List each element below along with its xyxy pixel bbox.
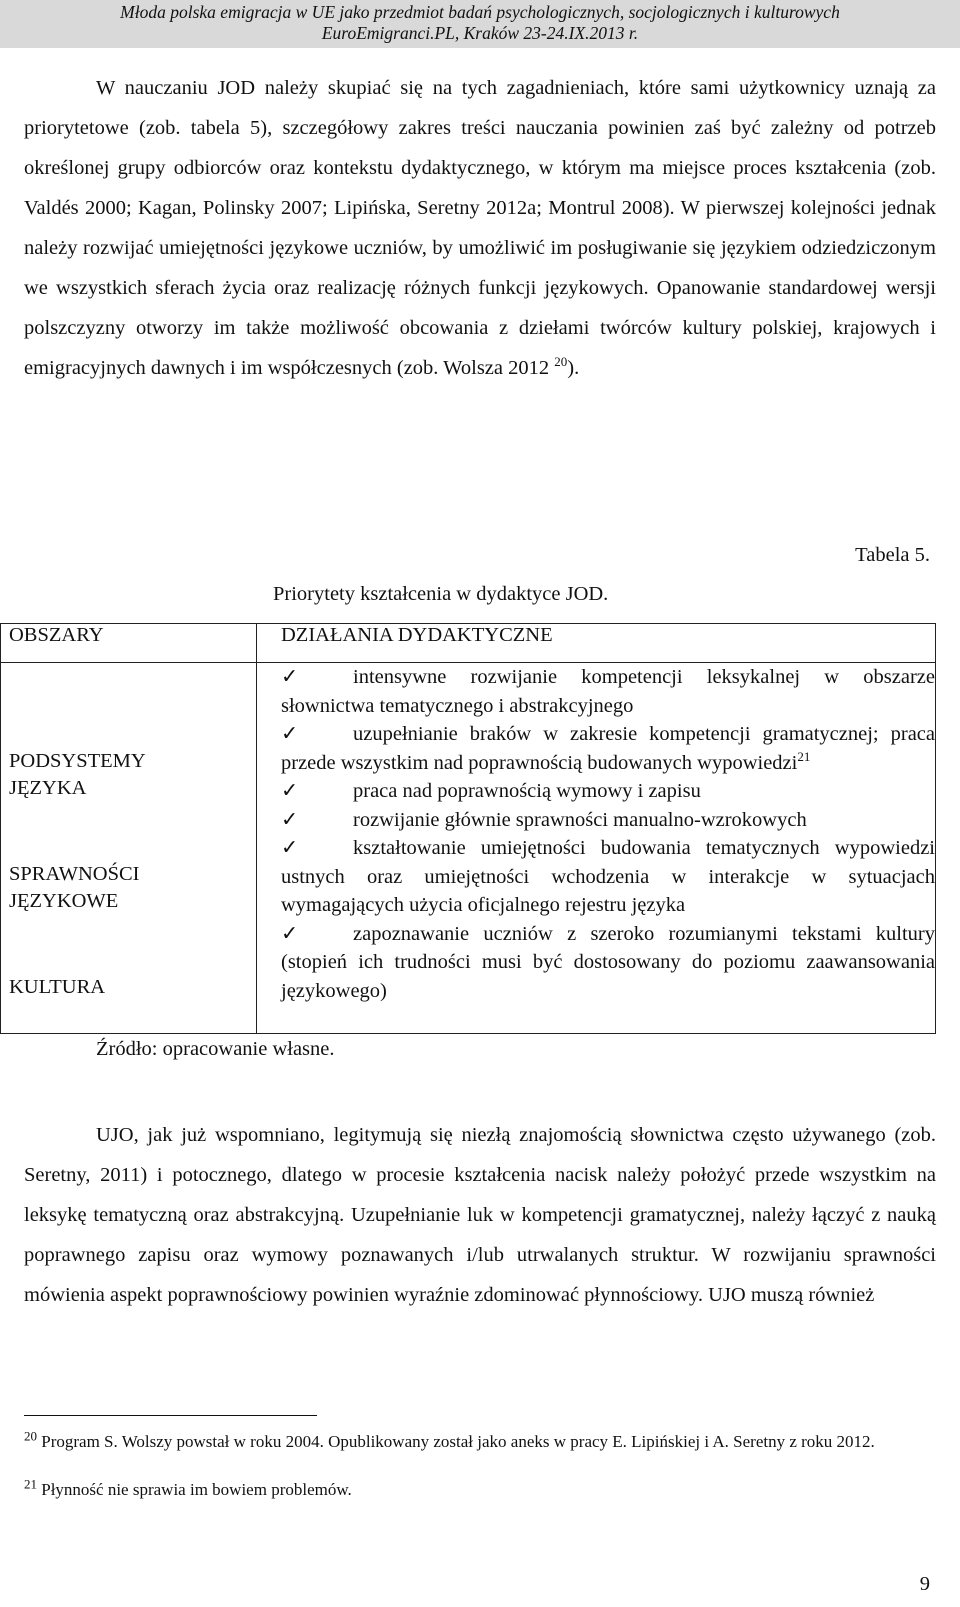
page-number: 9	[919, 1573, 930, 1595]
action-item	[281, 834, 935, 920]
checkmark-icon: ✓	[281, 922, 299, 945]
action-item	[281, 777, 935, 806]
action-text: praca nad poprawnością wymowy i zapisu	[353, 780, 701, 802]
paragraph-1	[24, 68, 936, 388]
footnote-20	[24, 1430, 924, 1454]
checkmark-icon: ✓	[281, 780, 299, 802]
action-item	[281, 806, 935, 835]
action-text: uzupełnianie braków w zakresie kompetencji gramatycznej; praca przede wszystkim nad poprawnością budowanych wypowiedzi	[281, 723, 935, 774]
paragraph-2	[24, 1115, 936, 1315]
action-item	[281, 920, 935, 1006]
footnote-separator	[24, 1415, 317, 1416]
checkmark-icon: ✓	[281, 808, 299, 831]
column-header-actions: DZIAŁANIA DYDAKTYCZNE	[257, 624, 936, 663]
checkmark-icon: ✓	[281, 723, 299, 745]
actions-cell	[257, 663, 936, 1034]
footnote-ref-21: 21	[797, 748, 811, 764]
header-line-1: Młoda polska emigracja w UE jako przedmiot badań psychologicznych, socjologicznych i kulturowych	[120, 2, 840, 22]
footnote-ref-20: 20	[554, 354, 568, 370]
area-language-subsystems: PODSYSTEMY JĘZYKA	[9, 750, 145, 799]
footnote-text: Płynność nie sprawia im bowiem problemów.	[41, 1480, 352, 1499]
checkmark-icon: ✓	[281, 837, 299, 859]
footnote-number: 21	[24, 1476, 37, 1492]
area-language-skills: SPRAWNOŚCI JĘZYKOWE	[9, 863, 140, 912]
action-text: kształtowanie umiejętności budowania tematycznych wypowiedzi ustnych oraz umiejętności wchodzenia w interakcje w sytuacjach wymagających użycia oficjalnego rejestru języka	[281, 837, 935, 916]
paragraph-2-text: UJO, jak już wspomniano, legitymują się niezłą znajomością słownictwa często używanego (zob. Seretny, 2011) i potocznego, dlatego w procesie kształcenia nacisk należy położyć przede wszystkim na leksykę tematyczną oraz abstrakcyjną. Uzupełnianie luk w kompetencji gramatycznej, należy łączyć z nauką poprawnego zapisu oraz wymowy poznawanych i/lub utrwalanych struktur. W rozwijaniu sprawności mówienia aspekt poprawnościowy powinien wyraźnie zdominować płynnościowy. UJO muszą również	[24, 1124, 936, 1306]
area-culture: KULTURA	[9, 976, 106, 998]
areas-cell	[1, 663, 257, 1034]
action-item	[281, 720, 935, 777]
header-line-2: EuroEmigranci.PL, Kraków 23-24.IX.2013 r.	[321, 23, 639, 43]
table-title: Priorytety kształcenia w dydaktyce JOD.	[273, 583, 609, 605]
priorities-table	[0, 623, 936, 1034]
footnote-21	[24, 1478, 924, 1502]
footnote-number: 20	[24, 1428, 37, 1444]
checkmark-icon: ✓	[281, 666, 299, 688]
paragraph-1-tail: ).	[567, 357, 580, 379]
footnote-text: Program S. Wolszy powstał w roku 2004. Opublikowany został jako aneks w pracy E. Lipińskiej i A. Seretny z roku 2012.	[41, 1432, 875, 1451]
table-body-row	[1, 663, 936, 1034]
running-header	[0, 0, 960, 48]
paragraph-1-text: W nauczaniu JOD należy skupiać się na tych zagadnieniach, które sami użytkownicy uznają za priorytetowe (zob. tabela 5), szczegółowy zakres treści nauczania powinien zaś być zależny od potrzeb określonej grupy odbiorców oraz kontekstu dydaktycznego, w którym ma miejsce proces kształcenia (zob. Valdés 2000; Kagan, Polinsky 2007; Lipińska, Seretny 2012a; Montrul 2008). W pierwszej kolejności jednak należy rozwijać umiejętności językowe uczniów, by umożliwić im posługiwanie się językiem odziedziczonym we wszystkich sferach życia oraz realizację różnych funkcji językowych. Opanowanie standardowej wersji polszczyzny otworzy im także możliwość obcowania z dziełami twórców kultury polskiej, krajowych i emigracyjnych dawnych i im współczesnych (zob. Wolsza 2012	[24, 77, 936, 379]
table-header-row	[1, 624, 936, 663]
action-item	[281, 663, 935, 720]
action-text: zapoznawanie uczniów z szeroko rozumianymi tekstami kultury (stopień ich trudności musi być dostosowany do poziomu zaawansowania językowego)	[281, 922, 935, 1002]
action-text: rozwijanie głównie sprawności manualno-wzrokowych	[353, 808, 807, 831]
table-label: Tabela 5.	[855, 544, 930, 566]
table-source: Źródło: opracowanie własne.	[96, 1038, 335, 1060]
action-text: intensywne rozwijanie kompetencji leksykalnej w obszarze słownictwa tematycznego i abstrakcyjnego	[281, 666, 935, 717]
column-header-areas: OBSZARY	[1, 624, 257, 663]
